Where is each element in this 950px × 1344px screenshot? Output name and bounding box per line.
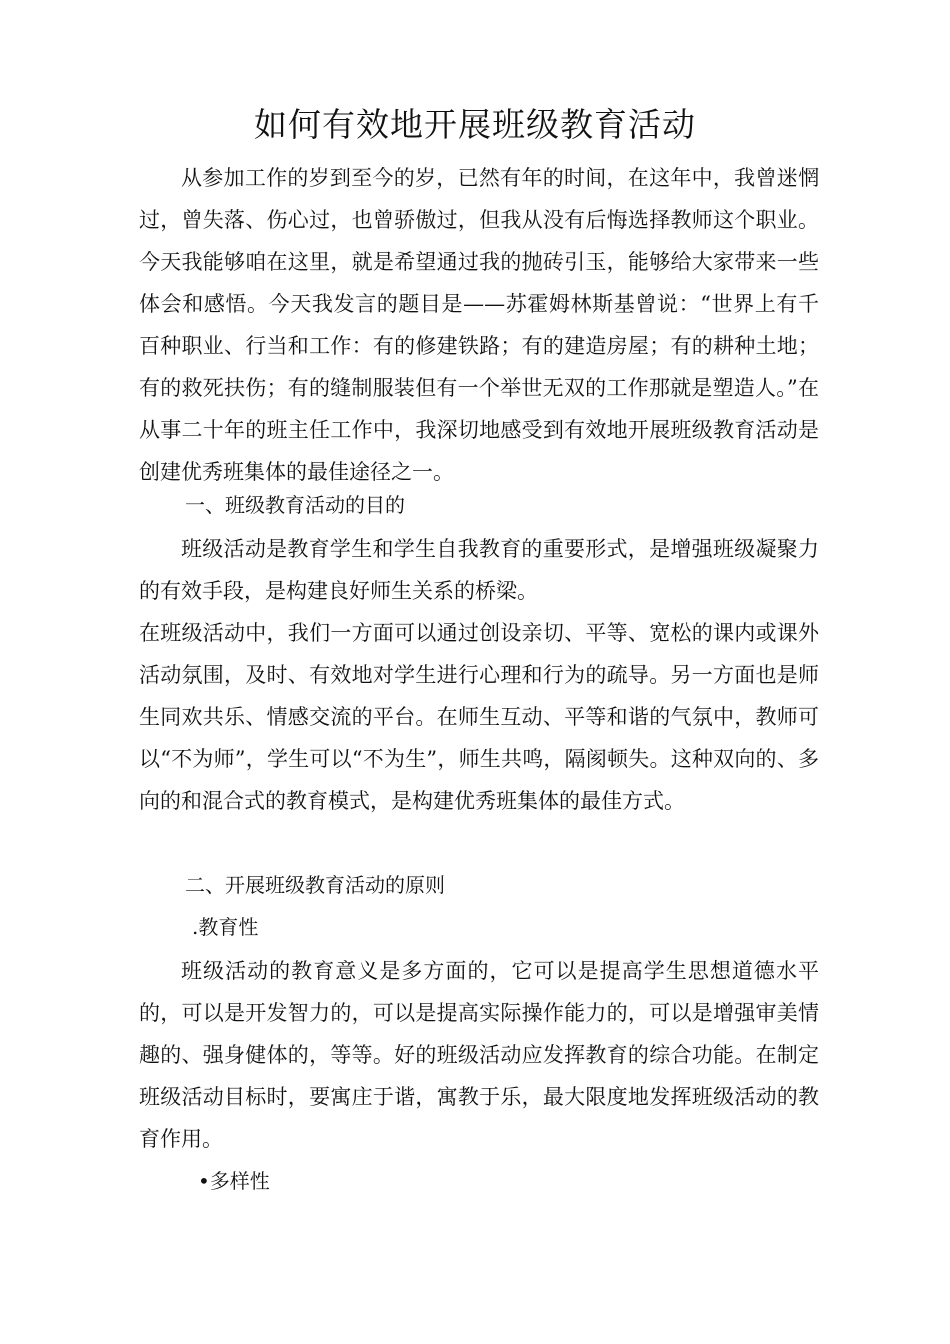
section-1-paragraph-1: 班级活动是教育学生和学生自我教育的重要形式，是增强班级凝聚力的有效手段，是构建良好师生关系的桥梁。 (139, 537, 819, 603)
subheading-education: .教育性 (192, 915, 259, 939)
section-2-heading: 二、开展班级教育活动的原则 (185, 873, 445, 897)
section-2-paragraph-1: 班级活动的教育意义是多方面的，它可以是提高学生思想道德水平的，可以是开发智力的，可以是提高实际操作能力的，可以是增强审美情趣的、强身健体的，等等。好的班级活动应发挥教育的综合功能。在制定班级活动目标时，要寓庄于谐，寓教于乐，最大限度地发挥班级活动的教育作用。 (139, 959, 819, 1151)
intro-paragraph: 从参加工作的岁到至今的岁，已然有年的时间，在这年中，我曾迷惘过，曾失落、伤心过，也曾骄傲过，但我从没有后悔选择教师这个职业。今天我能够咱在这里，就是希望通过我的抛砖引玉，能够给大家带来一些体会和感悟。今天我发言的题目是——苏霍姆林斯基曾说：“世界上有千百种职业、行当和工作：有的修建铁路；有的建造房屋；有的耕种土地；有的救死扶伤；有的缝制服装但有一个举世无双的工作那就是塑造人。”在从事二十年的班主任工作中，我深切地感受到有效地开展班级教育活动是创建优秀班集体的最佳途径之一。 (139, 166, 819, 484)
section-1-heading: 一、班级教育活动的目的 (185, 493, 405, 517)
document-title: 如何有效地开展班级教育活动 (254, 105, 696, 144)
subheading-diversity: •多样性 (198, 1169, 270, 1193)
section-1-paragraph-2: 在班级活动中，我们一方面可以通过创设亲切、平等、宽松的课内或课外活动氛围，及时、有效地对学生进行心理和行为的疏导。另一方面也是师生同欢共乐、情感交流的平台。在师生互动、平等和谐的气氛中，教师可以“不为师”，学生可以“不为生”，师生共鸣，隔阂顿失。这种双向的、多向的和混合式的教育模式，是构建优秀班集体的最佳方式。 (139, 621, 819, 813)
